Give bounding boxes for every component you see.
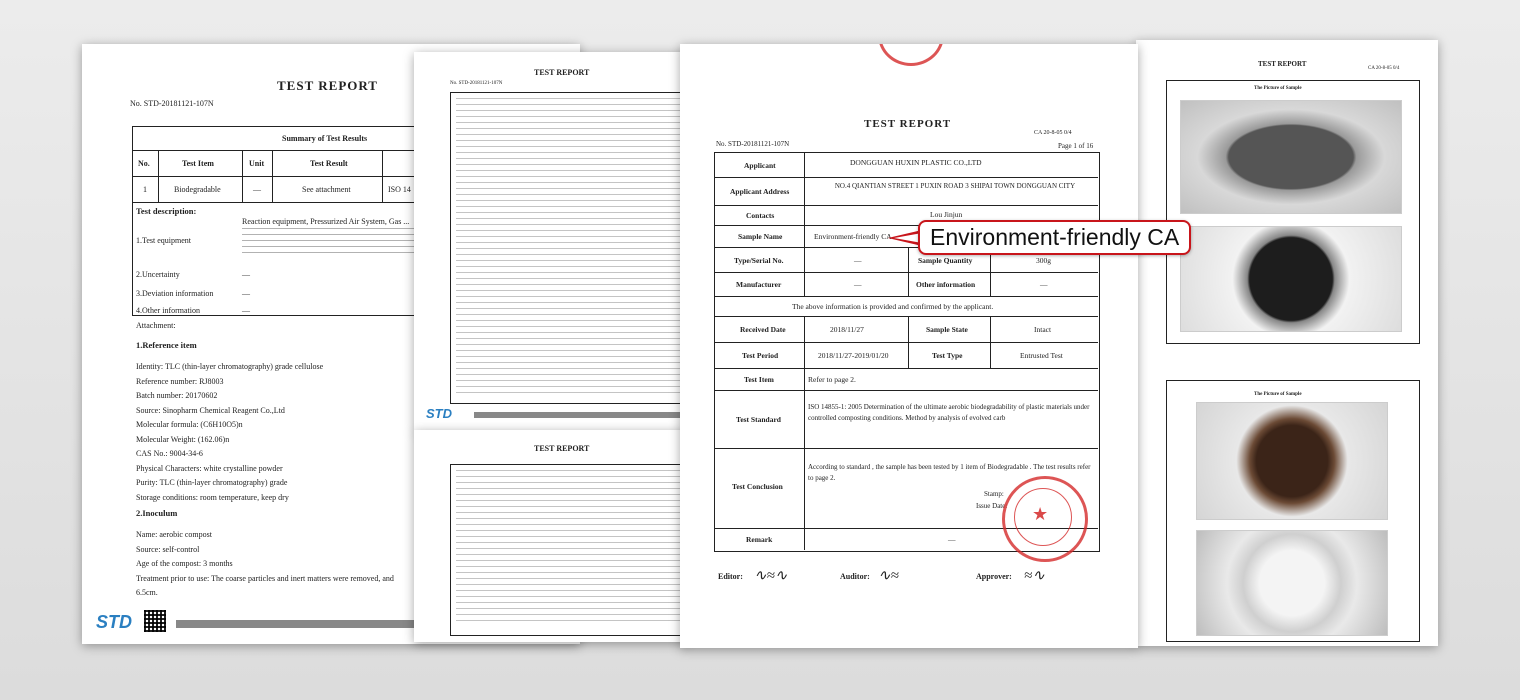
- approver-signature: ≈∿: [1024, 568, 1045, 584]
- page-title: TEST REPORT: [534, 444, 590, 453]
- value-other-info: —: [1040, 280, 1048, 289]
- reference-heading: 1.Reference item: [136, 340, 197, 350]
- value-type-serial: —: [854, 256, 862, 265]
- inoculum-line: Name: aerobic compost: [136, 530, 212, 539]
- value-remark: —: [948, 535, 956, 544]
- label-test-conclusion: Test Conclusion: [732, 482, 783, 491]
- report-page-conditions: [414, 52, 686, 432]
- conditions-text: [456, 98, 680, 396]
- cell-result: See attachment: [302, 185, 351, 194]
- photo-caption: The Picture of Sample: [1254, 392, 1302, 397]
- col-item: Test Item: [182, 159, 214, 168]
- inoculum-line: 6.5cm.: [136, 588, 158, 597]
- desc-value: —: [242, 306, 250, 315]
- reference-line: Molecular Weight: (162.06)n: [136, 434, 230, 444]
- value-test-period: 2018/11/27-2019/01/20: [818, 351, 889, 360]
- footer-bar: [474, 412, 684, 418]
- label-test-item: Test Item: [744, 375, 774, 384]
- report-number: No. STD-20181121-107N: [716, 140, 790, 148]
- col-result: Test Result: [310, 159, 348, 168]
- reference-line: Batch number: 20170602: [136, 391, 218, 400]
- value-sample-state: Intact: [1034, 325, 1052, 334]
- value-test-standard: ISO 14855-1: 2005 Determination of the ultimate aerobic biodegradability of plastic materials under controlled composting conditions. Method by analysis of evolved carb: [808, 403, 1090, 422]
- reference-line: Identity: TLC (thin-layer chromatography) grade cellulose: [136, 362, 324, 371]
- reference-line: Source: Sinopharm Chemical Reagent Co.,Ltd: [136, 405, 285, 415]
- report-page-cover: [680, 44, 1138, 648]
- std-logo: STD: [426, 406, 452, 421]
- label-manufacturer: Manufacturer: [736, 280, 782, 289]
- stamp-label: Stamp:: [984, 490, 1004, 498]
- label-type-serial: Type/Serial No.: [734, 256, 784, 265]
- attachment-label: Attachment:: [136, 321, 176, 330]
- qr-code-icon: [144, 610, 166, 632]
- inoculum-line: Age of the compost: 3 months: [136, 559, 233, 568]
- col-no: No.: [138, 159, 150, 168]
- page-indicator: Page 1 of 16: [1058, 142, 1094, 150]
- value-applicant-address: NO.4 QIANTIAN STREET 1 PUXIN ROAD 3 SHIPAI TOWN DONGGUAN CITY: [834, 182, 1076, 190]
- label-test-period: Test Period: [742, 351, 779, 360]
- label-test-standard: Test Standard: [736, 415, 781, 424]
- inoculum-line: Source: self-control: [136, 544, 200, 554]
- reference-line: CAS No.: 9004-34-6: [136, 449, 203, 458]
- editor-signature: ∿≈∿: [754, 568, 788, 584]
- label-contacts: Contacts: [746, 211, 775, 220]
- value-sample-name: Environment-friendly CA: [814, 232, 892, 241]
- page-title: TEST REPORT: [864, 118, 952, 130]
- desc-value: —: [242, 289, 250, 298]
- label-applicant: Applicant: [744, 161, 776, 170]
- desc-label: 2.Uncertainty: [136, 270, 180, 279]
- report-page-criteria: [414, 430, 686, 642]
- inoculum-heading: 2.Inoculum: [136, 508, 178, 518]
- value-contacts: Lou Jinjun: [930, 210, 963, 219]
- desc-value: —: [242, 270, 250, 279]
- photo-caption: The Picture of Sample: [1254, 86, 1302, 91]
- reference-line: Purity: TLC (thin-layer chromatography) grade: [136, 478, 288, 487]
- label-remark: Remark: [746, 535, 773, 544]
- sample-photo-petri-dish: [1180, 100, 1402, 214]
- page-title: TEST REPORT: [534, 68, 590, 77]
- page-title: TEST REPORT: [1258, 60, 1307, 68]
- reference-line: Molecular formula: (C6H10O5)n: [136, 420, 243, 429]
- sample-photo-residue: [1196, 530, 1388, 636]
- seal-star-icon: ★: [1032, 504, 1049, 524]
- page-title: TEST REPORT: [277, 78, 378, 93]
- cell-item: Biodegradable: [174, 185, 221, 194]
- editor-label: Editor:: [718, 572, 743, 581]
- value-manufacturer: —: [854, 280, 862, 289]
- cell-no: 1: [143, 185, 147, 194]
- desc-label: 1.Test equipment: [136, 236, 191, 245]
- label-test-type: Test Type: [932, 351, 963, 360]
- cert-code: CA 20-8-05 0/4: [1368, 66, 1400, 71]
- reference-line: Physical Characters: white crystalline powder: [136, 463, 283, 473]
- value-test-type: Entrusted Test: [1020, 351, 1063, 360]
- label-other-info: Other information: [916, 280, 976, 289]
- test-description-heading: Test description:: [136, 206, 197, 216]
- value-applicant: DONGGUAN HUXIN PLASTIC CO.,LTD: [850, 158, 982, 167]
- desc-label: 3.Deviation information: [136, 289, 214, 298]
- sample-photo-granules: [1180, 226, 1402, 332]
- criteria-text: [456, 470, 680, 626]
- desc-label: 4.Other information: [136, 306, 200, 315]
- desc-value: Reaction equipment, Pressurized Air System, Gas ...: [242, 217, 410, 226]
- issue-date-label: Issue Date:: [976, 502, 1008, 510]
- sample-name-callout: Environment-friendly CA: [918, 220, 1191, 255]
- reference-line: Storage conditions: room temperature, keep dry: [136, 492, 289, 502]
- label-sample-state: Sample State: [926, 325, 968, 334]
- value-test-conclusion: According to standard , the sample has been tested by 1 item of Biodegradable . The test results refer to page 2.: [808, 463, 1091, 482]
- value-test-item: Refer to page 2.: [808, 375, 856, 384]
- label-sample-quantity: Sample Quantity: [918, 256, 973, 265]
- label-received-date: Received Date: [740, 325, 786, 334]
- label-applicant-address: Applicant Address: [730, 187, 790, 196]
- cell-unit: —: [253, 185, 261, 194]
- approver-label: Approver:: [976, 572, 1012, 581]
- label-sample-name: Sample Name: [738, 232, 783, 241]
- auditor-signature: ∿≈: [878, 568, 899, 584]
- value-sample-quantity: 300g: [1036, 256, 1051, 265]
- reference-line: Reference number: RJ8003: [136, 376, 224, 386]
- report-page-photos: [1136, 40, 1438, 646]
- sample-photo-degraded: [1196, 402, 1388, 520]
- cert-code: CA 20-8-05 0/4: [1034, 130, 1072, 136]
- std-logo: STD: [96, 612, 132, 632]
- inoculum-line: Treatment prior to use: The coarse particles and inert matters were removed, and: [136, 573, 394, 583]
- cell-standard: ISO 14: [388, 185, 411, 194]
- value-received-date: 2018/11/27: [830, 325, 864, 334]
- report-number: No. STD-20181121-107N: [130, 99, 214, 108]
- auditor-label: Auditor:: [840, 572, 870, 581]
- confirmation-line: The above information is provided and confirmed by the applicant.: [792, 302, 994, 311]
- summary-title: Summary of Test Results: [282, 134, 368, 143]
- report-number: No. STD-20181121-107N: [450, 81, 503, 86]
- stamp-top-partial: [878, 44, 944, 66]
- col-unit: Unit: [249, 159, 265, 168]
